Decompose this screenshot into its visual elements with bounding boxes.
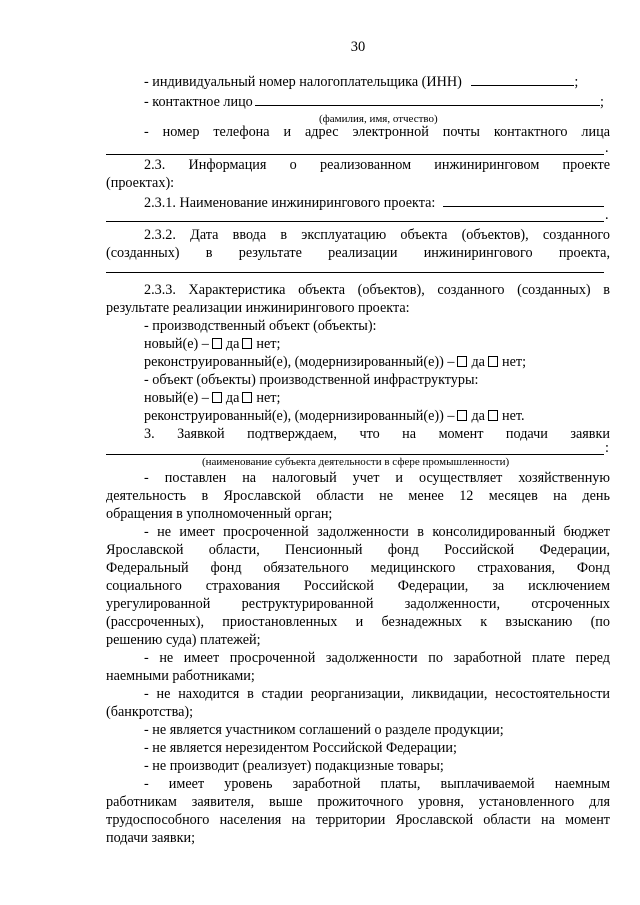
condition-8-line-4: подачи заявки; bbox=[106, 830, 196, 846]
condition-2-line-2: Ярославской области, Пенсионный фонд Российской Федерации, bbox=[106, 542, 610, 558]
condition-4-line-1: - не находится в стадии реорганизации, ликвидации, несостоятельности bbox=[144, 686, 610, 702]
infra-new-row bbox=[106, 390, 610, 408]
phone-label: - номер телефона и адрес электронной почты контактного лица bbox=[144, 124, 610, 140]
inn-label: - индивидуальный номер налогоплательщика (ИНН) bbox=[144, 74, 462, 90]
applicant-name-field[interactable] bbox=[106, 440, 604, 455]
applicant-name-end: : bbox=[605, 440, 609, 456]
condition-8-line-3: трудоспособного населения на территории Ярославской области на момент bbox=[106, 812, 610, 828]
object-characteristic-label: 2.3.3. Характеристика объекта (объектов), созданного (созданных) в bbox=[144, 282, 610, 298]
condition-2-line-3: Федеральный фонд обязательного медицинского страхования, Фонд bbox=[106, 560, 610, 576]
condition-3-line-2: наемными работниками; bbox=[106, 668, 255, 684]
section-3-intro: 3. Заявкой подтверждаем, что на момент подачи заявки bbox=[144, 426, 610, 442]
object-characteristic-label-cont: результате реализации инжинирингового проекта: bbox=[106, 300, 410, 316]
page-number: 30 bbox=[350, 39, 366, 55]
condition-7: - не производит (реализует) подакцизные товары; bbox=[144, 758, 444, 774]
prod-recon-row bbox=[106, 354, 610, 372]
document-page bbox=[106, 0, 610, 905]
condition-2-line-1: - не имеет просроченной задолженности в консолидированный бюджет bbox=[144, 524, 610, 540]
condition-4-line-2: (банкротства); bbox=[106, 704, 194, 720]
condition-3-line-1: - не имеет просроченной задолженности по заработной плате перед bbox=[144, 650, 610, 666]
yes-label: да bbox=[225, 336, 240, 352]
condition-6: - не является нерезидентом Российской Федерации; bbox=[144, 740, 457, 756]
prod-new-yes-checkbox[interactable] bbox=[212, 338, 222, 349]
condition-1-line-3: обращения в уполномоченный орган; bbox=[106, 506, 333, 522]
no-label: нет; bbox=[256, 336, 281, 352]
contact-row bbox=[106, 92, 610, 112]
infrastructure-object-heading: - объект (объекты) производственной инфраструктуры: bbox=[144, 372, 479, 388]
prod-recon-no-checkbox[interactable] bbox=[488, 356, 498, 367]
condition-5: - не является участником соглашений о разделе продукции; bbox=[144, 722, 504, 738]
project-name-field[interactable] bbox=[443, 193, 604, 207]
condition-1-line-2: деятельность в Ярославской области не менее 12 месяцев на день bbox=[106, 488, 610, 504]
no-label: нет; bbox=[501, 354, 527, 370]
infra-recon-label: реконструированный(е), (модернизированный(е)) – bbox=[144, 408, 455, 424]
commission-date-label: 2.3.2. Дата ввода в эксплуатацию объекта (объектов), созданного bbox=[144, 227, 610, 243]
project-name-label: 2.3.1. Наименование инжинирингового проекта: bbox=[144, 195, 436, 211]
condition-8-line-1: - имеет уровень заработной платы, выплачиваемой наемным bbox=[144, 776, 610, 792]
no-label: нет; bbox=[256, 390, 281, 406]
condition-2-line-6: (рассроченных), приостановленных и безнадежных к взысканию (по bbox=[106, 614, 610, 630]
prod-new-no-checkbox[interactable] bbox=[242, 338, 252, 349]
section-2-3-heading: 2.3. Информация о реализованном инжиниринговом проекте bbox=[144, 157, 610, 173]
inn-end: ; bbox=[574, 74, 579, 90]
contact-field[interactable] bbox=[255, 92, 600, 106]
inn-row bbox=[106, 72, 610, 92]
project-name-end: . bbox=[605, 207, 609, 223]
infra-new-yes-checkbox[interactable] bbox=[212, 392, 222, 403]
infra-recon-no-checkbox[interactable] bbox=[488, 410, 498, 421]
contact-caption: (фамилия, имя, отчество) bbox=[319, 113, 438, 125]
prod-recon-yes-checkbox[interactable] bbox=[457, 356, 467, 367]
condition-2-line-5: урегулированной реструктурированной задолженности, отсроченных bbox=[106, 596, 610, 612]
section-2-3-heading-cont: (проектах): bbox=[106, 175, 175, 191]
infra-recon-row bbox=[106, 408, 610, 426]
phone-end: . bbox=[605, 140, 609, 156]
condition-2-line-7: решению суда) платежей; bbox=[106, 632, 261, 648]
no-label: нет. bbox=[501, 408, 525, 424]
contact-end: ; bbox=[600, 94, 604, 110]
infra-new-label: новый(е) – bbox=[144, 390, 209, 406]
project-name-field-cont[interactable] bbox=[106, 207, 604, 222]
production-object-heading: - производственный объект (объекты): bbox=[144, 318, 377, 334]
applicant-name-caption: (наименование субъекта деятельности в сфере промышленности) bbox=[202, 456, 510, 468]
condition-1-line-1: - поставлен на налоговый учет и осуществляет хозяйственную bbox=[144, 470, 610, 486]
phone-field[interactable] bbox=[106, 140, 604, 155]
yes-label: да bbox=[471, 408, 485, 424]
prod-new-row bbox=[106, 336, 610, 354]
infra-new-no-checkbox[interactable] bbox=[242, 392, 252, 403]
prod-recon-label: реконструированный(е), (модернизированный(е)) – bbox=[144, 354, 455, 370]
commission-date-label-cont: (созданных) в результате реализации инжинирингового проекта, bbox=[106, 245, 610, 261]
contact-label: - контактное лицо bbox=[144, 94, 253, 110]
condition-2-line-4: социального страхования Российской Федерации, за исключением bbox=[106, 578, 610, 594]
commission-date-field[interactable] bbox=[106, 258, 604, 273]
condition-8-line-2: работникам заявителя, выше прожиточного уровня, установленного для bbox=[106, 794, 610, 810]
prod-new-label: новый(е) – bbox=[144, 336, 209, 352]
yes-label: да bbox=[471, 354, 485, 370]
infra-recon-yes-checkbox[interactable] bbox=[457, 410, 467, 421]
yes-label: да bbox=[225, 390, 240, 406]
inn-field[interactable] bbox=[471, 72, 574, 86]
